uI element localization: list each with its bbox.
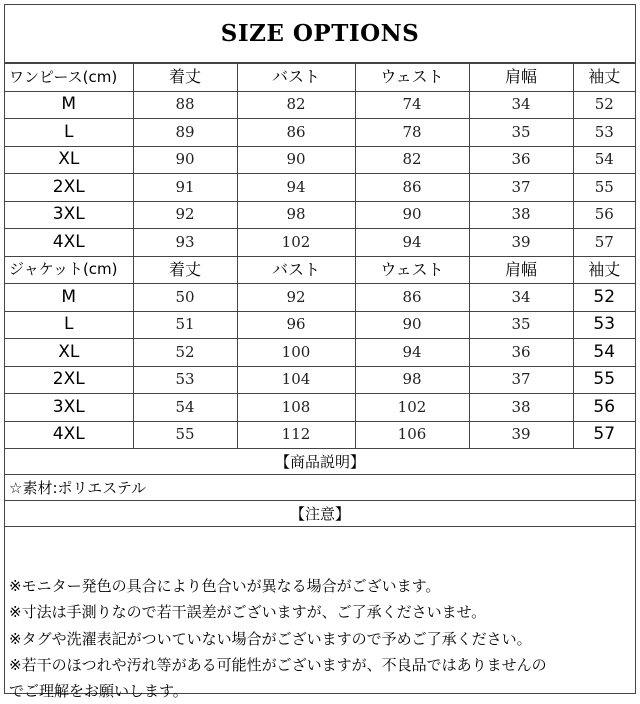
column-header: バスト — [237, 64, 355, 92]
measurement-cell: 108 — [237, 394, 355, 422]
table-row — [5, 229, 635, 257]
measurement-cell: 90 — [133, 146, 237, 174]
measurement-cell: 88 — [133, 91, 237, 119]
measurement-cell: 94 — [355, 339, 469, 367]
measurement-cell: 91 — [133, 174, 237, 202]
table-header-row — [5, 64, 635, 92]
measurement-cell: 86 — [355, 174, 469, 202]
measurement-cell: 54 — [573, 146, 635, 174]
measurement-cell: 98 — [355, 366, 469, 394]
table-row — [5, 421, 635, 449]
measurement-cell: 53 — [573, 311, 635, 339]
size-label: 3XL — [5, 394, 133, 422]
measurement-cell: 38 — [469, 394, 573, 422]
column-header: ワンピース(cm) — [5, 64, 133, 92]
measurement-cell: 57 — [573, 421, 635, 449]
column-header: バスト — [237, 256, 355, 284]
table-row — [5, 394, 635, 422]
measurement-cell: 94 — [355, 229, 469, 257]
measurement-cell: 92 — [133, 201, 237, 229]
table-row — [5, 119, 635, 147]
page-title: SIZE OPTIONS — [5, 5, 635, 63]
measurement-cell: 54 — [133, 394, 237, 422]
table-header-row — [5, 256, 635, 284]
size-label: L — [5, 119, 133, 147]
measurement-cell: 102 — [237, 229, 355, 257]
column-header: ウェスト — [355, 256, 469, 284]
column-header: 袖丈 — [573, 64, 635, 92]
size-label: M — [5, 91, 133, 119]
size-label: 2XL — [5, 174, 133, 202]
measurement-cell: 56 — [573, 201, 635, 229]
measurement-cell: 102 — [355, 394, 469, 422]
measurement-cell: 35 — [469, 311, 573, 339]
column-header: 袖丈 — [573, 256, 635, 284]
measurement-cell: 39 — [469, 421, 573, 449]
table-row — [5, 174, 635, 202]
measurement-cell: 96 — [237, 311, 355, 339]
measurement-cell: 90 — [355, 311, 469, 339]
measurement-cell: 52 — [573, 91, 635, 119]
column-header: 着丈 — [133, 256, 237, 284]
measurement-cell: 98 — [237, 201, 355, 229]
size-label: 2XL — [5, 366, 133, 394]
onepiece-section — [5, 64, 635, 257]
measurement-cell: 93 — [133, 229, 237, 257]
note-line: ※若干のほつれや汚れ等がある可能性がございますが、不良品ではありませんの — [9, 655, 547, 674]
size-label: 4XL — [5, 229, 133, 257]
measurement-cell: 50 — [133, 284, 237, 312]
measurement-cell: 53 — [133, 366, 237, 394]
measurement-cell: 55 — [573, 366, 635, 394]
size-label: L — [5, 311, 133, 339]
measurement-cell: 55 — [573, 174, 635, 202]
measurement-cell: 82 — [237, 91, 355, 119]
measurement-cell: 36 — [469, 146, 573, 174]
size-label: 3XL — [5, 201, 133, 229]
measurement-cell: 92 — [237, 284, 355, 312]
size-label: M — [5, 284, 133, 312]
measurement-cell: 35 — [469, 119, 573, 147]
table-row — [5, 311, 635, 339]
measurement-cell: 52 — [573, 284, 635, 312]
measurement-cell: 74 — [355, 91, 469, 119]
size-label: 4XL — [5, 421, 133, 449]
measurement-cell: 89 — [133, 119, 237, 147]
measurement-cell: 86 — [355, 284, 469, 312]
size-table — [5, 63, 635, 449]
measurement-cell: 36 — [469, 339, 573, 367]
measurement-cell: 34 — [469, 91, 573, 119]
measurement-cell: 38 — [469, 201, 573, 229]
measurement-cell: 86 — [237, 119, 355, 147]
table-row — [5, 284, 635, 312]
measurement-cell: 54 — [573, 339, 635, 367]
measurement-cell: 82 — [355, 146, 469, 174]
table-row — [5, 201, 635, 229]
notice-heading: 【注意】 — [5, 501, 635, 527]
column-header: ウェスト — [355, 64, 469, 92]
measurement-cell: 106 — [355, 421, 469, 449]
measurement-cell: 53 — [573, 119, 635, 147]
measurement-cell: 78 — [355, 119, 469, 147]
measurement-cell: 90 — [355, 201, 469, 229]
measurement-cell: 37 — [469, 174, 573, 202]
size-sheet — [4, 4, 636, 701]
jacket-section — [5, 256, 635, 449]
note-line: でご理解をお願いします。 — [9, 682, 188, 701]
measurement-cell: 52 — [133, 339, 237, 367]
measurement-cell: 39 — [469, 229, 573, 257]
note-line: ※モニター発色の具合により色合いが異なる場合がございます。 — [9, 577, 441, 595]
size-label: XL — [5, 339, 133, 367]
notes-list — [5, 527, 635, 704]
table-row — [5, 146, 635, 174]
table-row — [5, 366, 635, 394]
measurement-cell: 57 — [573, 229, 635, 257]
product-description-heading: 【商品説明】 — [5, 449, 635, 475]
measurement-cell: 112 — [237, 421, 355, 449]
note-line: ※寸法は手測りなので若干誤差がございますが、ご了承くださいませ。 — [9, 603, 487, 622]
measurement-cell: 34 — [469, 284, 573, 312]
table-row — [5, 339, 635, 367]
column-header: ジャケット(cm) — [5, 256, 133, 284]
table-row — [5, 91, 635, 119]
measurement-cell: 55 — [133, 421, 237, 449]
measurement-cell: 100 — [237, 339, 355, 367]
column-header: 着丈 — [133, 64, 237, 92]
material-line: ☆素材:ポリエステル — [5, 475, 635, 501]
note-line: ※タグや洗濯表記がついていない場合がございますので予めご了承ください。 — [9, 629, 532, 648]
measurement-cell: 37 — [469, 366, 573, 394]
measurement-cell: 90 — [237, 146, 355, 174]
measurement-cell: 56 — [573, 394, 635, 422]
measurement-cell: 94 — [237, 174, 355, 202]
column-header: 肩幅 — [469, 64, 573, 92]
measurement-cell: 51 — [133, 311, 237, 339]
column-header: 肩幅 — [469, 256, 573, 284]
size-label: XL — [5, 146, 133, 174]
measurement-cell: 104 — [237, 366, 355, 394]
